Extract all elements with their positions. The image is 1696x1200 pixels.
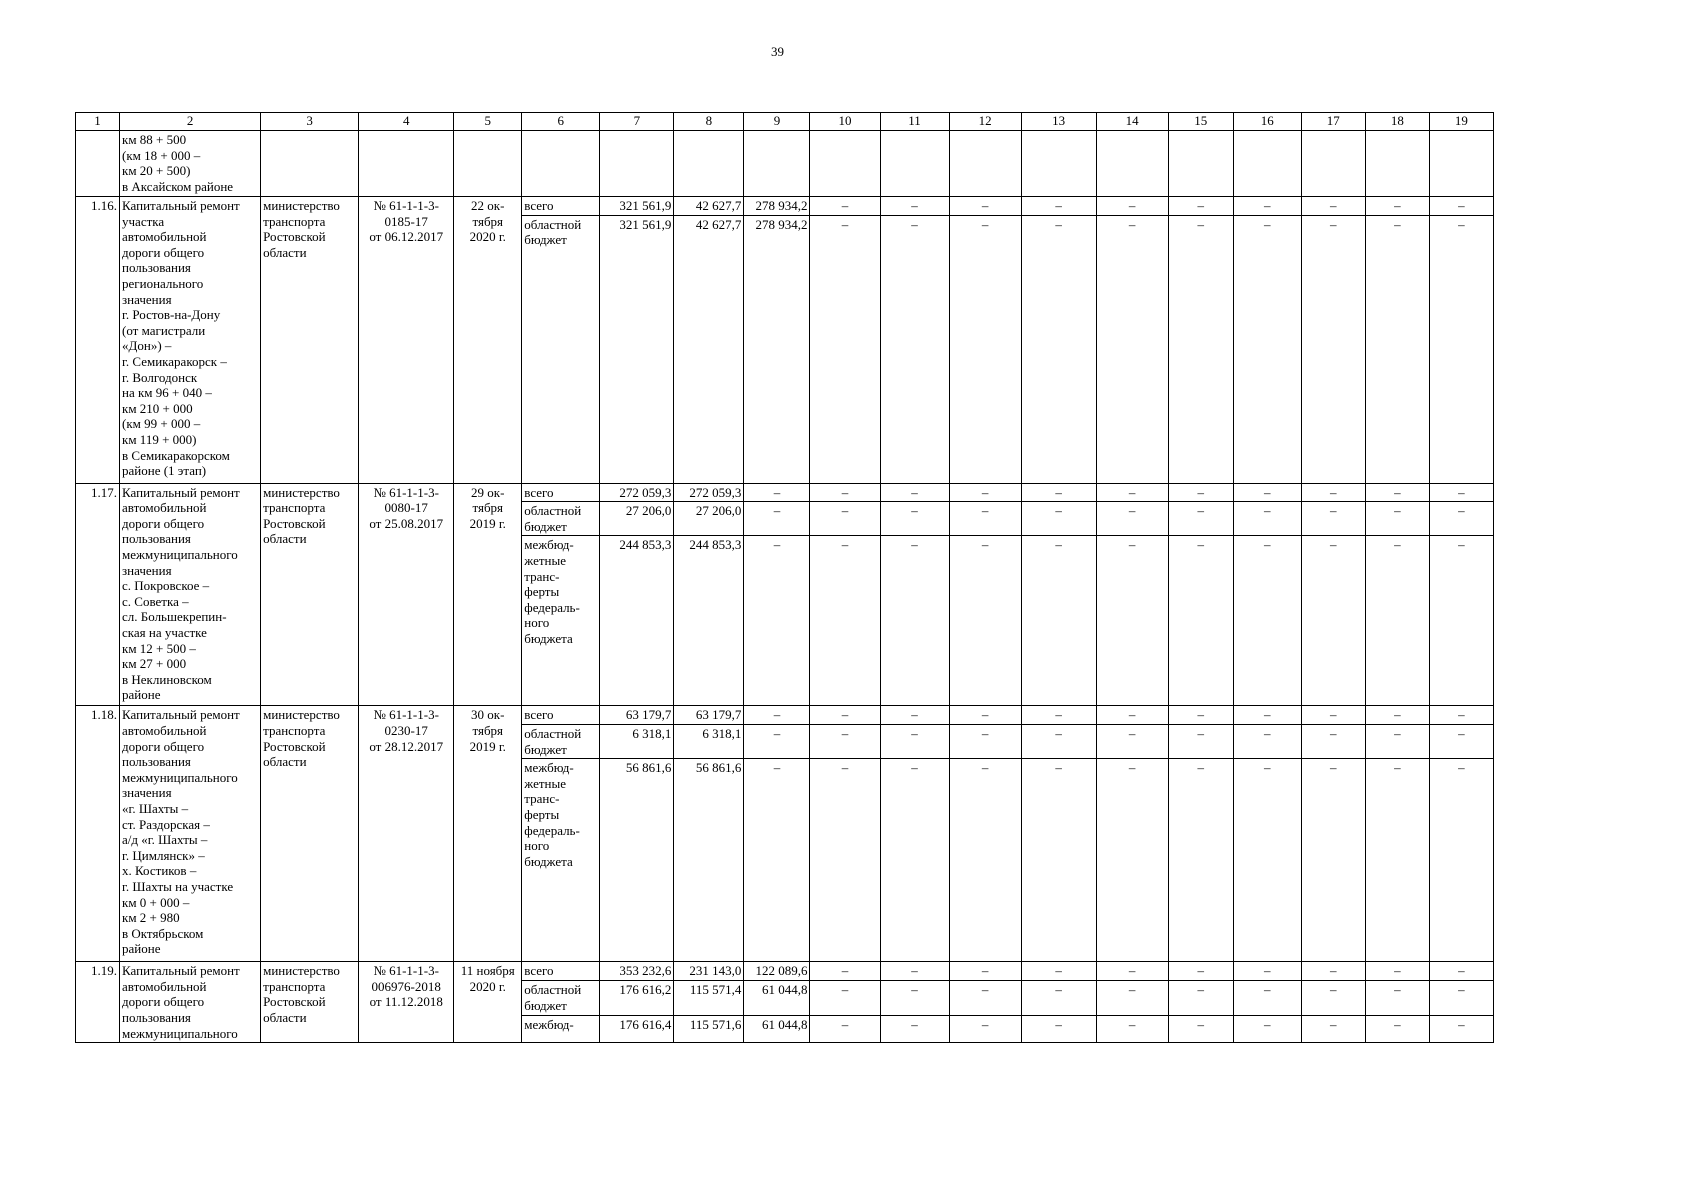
cell-year-7: –	[1096, 724, 1168, 758]
column-number: 18	[1365, 113, 1429, 131]
cell-year-4: –	[880, 502, 949, 536]
cell-year-3: –	[810, 1016, 880, 1043]
cell-year-10: –	[1301, 706, 1365, 725]
cell-year-4: –	[880, 759, 949, 962]
cell-year-8: –	[1168, 1016, 1233, 1043]
column-number: 15	[1168, 113, 1233, 131]
cell-year-8: –	[1168, 962, 1233, 981]
cell-year-7: –	[1096, 197, 1168, 216]
cell-year-6: –	[1021, 502, 1096, 536]
cell-year-4: –	[880, 215, 949, 483]
cell-year-4: –	[880, 1016, 949, 1043]
financing-table	[75, 112, 1494, 1043]
cell-customer: министерство транспорта Ростовской области	[261, 706, 359, 962]
cell-num	[76, 131, 120, 197]
cell-year-10: –	[1301, 981, 1365, 1016]
cell-year-11: –	[1365, 215, 1429, 483]
cell-total: 27 206,0	[600, 502, 674, 536]
cell-year-9: –	[1233, 536, 1301, 706]
cell-year-8: –	[1168, 724, 1233, 758]
cell-year-5: –	[949, 724, 1021, 758]
column-number: 1	[76, 113, 120, 131]
cell-year-7: –	[1096, 981, 1168, 1016]
cell-year-6: –	[1021, 1016, 1096, 1043]
cell-year-8: –	[1168, 759, 1233, 962]
cell-year-7: –	[1096, 536, 1168, 706]
cell-num: 1.19.	[76, 962, 120, 1043]
cell-expertise: № 61-1-1-3- 0230-17 от 28.12.2017	[359, 706, 454, 962]
cell-year-12: –	[1429, 483, 1493, 502]
cell-year-2: 61 044,8	[744, 981, 810, 1016]
cell-year-8: –	[1168, 536, 1233, 706]
cell-year-11: –	[1365, 502, 1429, 536]
cell-year-12: –	[1429, 981, 1493, 1016]
cell-year-8: –	[1168, 502, 1233, 536]
cell-source: всего	[522, 483, 600, 502]
cell-year-4: –	[880, 981, 949, 1016]
cell-year-11: –	[1365, 1016, 1429, 1043]
cell-year-1: 6 318,1	[674, 724, 744, 758]
cell-year-12: –	[1429, 759, 1493, 962]
cell-year-12: –	[1429, 962, 1493, 981]
cell-expertise: № 61-1-1-3- 0080-17 от 25.08.2017	[359, 483, 454, 706]
cell-year-4: –	[880, 483, 949, 502]
table-row	[76, 197, 1494, 216]
cell-year-3: –	[810, 759, 880, 962]
column-number: 8	[674, 113, 744, 131]
cell-num: 1.16.	[76, 197, 120, 484]
cell-source: областной бюджет	[522, 502, 600, 536]
table-body	[76, 113, 1494, 1043]
column-number: 4	[359, 113, 454, 131]
cell-source: всего	[522, 962, 600, 981]
cell-year-6: –	[1021, 962, 1096, 981]
cell-deadline: 30 ок- тября 2019 г.	[454, 706, 522, 962]
cell-year-5: –	[949, 536, 1021, 706]
cell-year-4: –	[880, 962, 949, 981]
cell-year-3: –	[810, 706, 880, 725]
cell-year-2: –	[744, 483, 810, 502]
cell-year-2: 122 089,6	[744, 962, 810, 981]
cell-year-6: –	[1021, 706, 1096, 725]
cell-total: 321 561,9	[600, 215, 674, 483]
cell-year-3: –	[810, 502, 880, 536]
cell-year-10: –	[1301, 215, 1365, 483]
cell-total: 176 616,2	[600, 981, 674, 1016]
cell-year-1: 115 571,4	[674, 981, 744, 1016]
cell-year-6: –	[1021, 536, 1096, 706]
cell-source: всего	[522, 197, 600, 216]
cell-source: областной бюджет	[522, 215, 600, 483]
cell-year-10: –	[1301, 502, 1365, 536]
cell-source: межбюд- жетные транс- ферты федераль- ного бюджета	[522, 759, 600, 962]
column-number: 10	[810, 113, 880, 131]
column-number: 16	[1233, 113, 1301, 131]
cell-year-6: –	[1021, 215, 1096, 483]
cell-year-12: –	[1429, 536, 1493, 706]
cell-expertise: № 61-1-1-3- 0185-17 от 06.12.2017	[359, 197, 454, 484]
cell-year-1: 56 861,6	[674, 759, 744, 962]
cell-deadline: 22 ок- тября 2020 г.	[454, 197, 522, 484]
column-number-row	[76, 113, 1494, 131]
table-row	[76, 962, 1494, 981]
cell-year-10: –	[1301, 724, 1365, 758]
column-number: 3	[261, 113, 359, 131]
cell-year-7: –	[1096, 483, 1168, 502]
cell-object: Капитальный ремонт автомобильной дороги общего пользования межмуниципального значения «г. Шахты – ст. Раздорская – а/д «г. Шахты – г. Цимлянск» – х. Костиков – г. Шахты на участке км 0 + 000 – км 2 + 980 в Октябрьском районе	[120, 706, 261, 962]
cell-year-10: –	[1301, 536, 1365, 706]
cell-year-9: –	[1233, 502, 1301, 536]
cell-year-1: 42 627,7	[674, 215, 744, 483]
cell-year-11: –	[1365, 724, 1429, 758]
column-number: 11	[880, 113, 949, 131]
cell-year-1: 27 206,0	[674, 502, 744, 536]
cell-total: 6 318,1	[600, 724, 674, 758]
cell-expertise: № 61-1-1-3- 006976-2018 от 11.12.2018	[359, 962, 454, 1043]
cell-object: км 88 + 500 (км 18 + 000 – км 20 + 500) в Аксайском районе	[120, 131, 261, 197]
cell-object: Капитальный ремонт участка автомобильной дороги общего пользования регионального значения г. Ростов-на-Дону (от магистрали «Дон») – г. Семикаракорск – г. Волгодонск на км 96 + 040 – км 210 + 000 (км 99 + 000 – км 119 + 000) в Семикаракорском районе (1 этап)	[120, 197, 261, 484]
cell-year-2: –	[744, 502, 810, 536]
cell-year-9: –	[1233, 215, 1301, 483]
cell-year-9: –	[1233, 1016, 1301, 1043]
cell-total: 353 232,6	[600, 962, 674, 981]
cell-total: 272 059,3	[600, 483, 674, 502]
cell-source	[522, 131, 600, 197]
cell-year-5: –	[949, 981, 1021, 1016]
cell-year-7: –	[1096, 215, 1168, 483]
cell-year-2: 61 044,8	[744, 1016, 810, 1043]
cell-year-11: –	[1365, 483, 1429, 502]
cell-total: 321 561,9	[600, 197, 674, 216]
cell-year-5: –	[949, 197, 1021, 216]
cell-year-11: –	[1365, 962, 1429, 981]
cell-year-6: –	[1021, 197, 1096, 216]
cell-year-9: –	[1233, 981, 1301, 1016]
cell-year-9: –	[1233, 483, 1301, 502]
column-number: 13	[1021, 113, 1096, 131]
cell-num: 1.17.	[76, 483, 120, 706]
column-number: 14	[1096, 113, 1168, 131]
cell-deadline: 11 ноября 2020 г.	[454, 962, 522, 1043]
cell-year-11: –	[1365, 197, 1429, 216]
cell-year-8: –	[1168, 215, 1233, 483]
cell-year-5: –	[949, 483, 1021, 502]
cell-total: 63 179,7	[600, 706, 674, 725]
cell-customer	[261, 131, 359, 197]
cell-year-9: –	[1233, 962, 1301, 981]
cell-year-8: –	[1168, 197, 1233, 216]
cell-year-6: –	[1021, 483, 1096, 502]
column-number: 17	[1301, 113, 1365, 131]
cell-year-2: –	[744, 706, 810, 725]
cell-year-12: –	[1429, 724, 1493, 758]
cell-source: областной бюджет	[522, 981, 600, 1016]
cell-year-7: –	[1096, 502, 1168, 536]
cell-year-9: –	[1233, 759, 1301, 962]
cell-year-3: –	[810, 197, 880, 216]
cell-year-5: –	[949, 502, 1021, 536]
cell-year-7: –	[1096, 962, 1168, 981]
cell-year-6: –	[1021, 981, 1096, 1016]
column-number: 6	[522, 113, 600, 131]
cell-year-4: –	[880, 706, 949, 725]
cell-year-3: –	[810, 981, 880, 1016]
cell-year-2: –	[744, 536, 810, 706]
cell-year-5: –	[949, 215, 1021, 483]
cell-total: 244 853,3	[600, 536, 674, 706]
cell-year-12: –	[1429, 197, 1493, 216]
cell-total: 56 861,6	[600, 759, 674, 962]
cell-source: межбюд-	[522, 1016, 600, 1043]
cell-object: Капитальный ремонт автомобильной дороги общего пользования межмуниципального	[120, 962, 261, 1043]
continuation-row	[76, 131, 1494, 197]
column-number: 5	[454, 113, 522, 131]
cell-customer: министерство транспорта Ростовской области	[261, 483, 359, 706]
cell-year-1: 272 059,3	[674, 483, 744, 502]
table-row	[76, 483, 1494, 502]
cell-year-1: 231 143,0	[674, 962, 744, 981]
cell-year-4: –	[880, 536, 949, 706]
cell-year-2: –	[744, 759, 810, 962]
cell-year-1: 115 571,6	[674, 1016, 744, 1043]
cell-expertise	[359, 131, 454, 197]
cell-year-12: –	[1429, 215, 1493, 483]
column-number: 2	[120, 113, 261, 131]
cell-year-6: –	[1021, 759, 1096, 962]
cell-year-9: –	[1233, 724, 1301, 758]
cell-year-10: –	[1301, 962, 1365, 981]
cell-year-1: 244 853,3	[674, 536, 744, 706]
cell-year-11: –	[1365, 536, 1429, 706]
cell-year-2: 278 934,2	[744, 215, 810, 483]
cell-year-12: –	[1429, 706, 1493, 725]
table-row	[76, 706, 1494, 725]
column-number: 7	[600, 113, 674, 131]
cell-year-3: –	[810, 483, 880, 502]
cell-year-5: –	[949, 759, 1021, 962]
cell-year-3: –	[810, 536, 880, 706]
cell-year-6: –	[1021, 724, 1096, 758]
cell-year-7: –	[1096, 706, 1168, 725]
cell-year-4: –	[880, 197, 949, 216]
cell-customer: министерство транспорта Ростовской области	[261, 962, 359, 1043]
page-number: 39	[771, 44, 784, 59]
cell-year-2: 278 934,2	[744, 197, 810, 216]
cell-year-7: –	[1096, 759, 1168, 962]
cell-year-2: –	[744, 724, 810, 758]
cell-num: 1.18.	[76, 706, 120, 962]
cell-year-1: 63 179,7	[674, 706, 744, 725]
cell-year-10: –	[1301, 483, 1365, 502]
cell-source: всего	[522, 706, 600, 725]
cell-year-7: –	[1096, 1016, 1168, 1043]
cell-total: 176 616,4	[600, 1016, 674, 1043]
cell-year-10: –	[1301, 197, 1365, 216]
cell-year-11: –	[1365, 981, 1429, 1016]
cell-year-3: –	[810, 962, 880, 981]
cell-year-11: –	[1365, 706, 1429, 725]
column-number: 9	[744, 113, 810, 131]
cell-year-3: –	[810, 215, 880, 483]
cell-year-4: –	[880, 724, 949, 758]
cell-year-8: –	[1168, 483, 1233, 502]
cell-year-9: –	[1233, 197, 1301, 216]
cell-customer: министерство транспорта Ростовской области	[261, 197, 359, 484]
cell-year-5: –	[949, 962, 1021, 981]
cell-source: межбюд- жетные транс- ферты федераль- ного бюджета	[522, 536, 600, 706]
column-number: 19	[1429, 113, 1493, 131]
cell-year-3: –	[810, 724, 880, 758]
cell-year-10: –	[1301, 1016, 1365, 1043]
cell-deadline	[454, 131, 522, 197]
column-number: 12	[949, 113, 1021, 131]
cell-year-5: –	[949, 706, 1021, 725]
cell-year-10: –	[1301, 759, 1365, 962]
cell-year-1: 42 627,7	[674, 197, 744, 216]
cell-year-5: –	[949, 1016, 1021, 1043]
cell-year-8: –	[1168, 706, 1233, 725]
cell-year-11: –	[1365, 759, 1429, 962]
cell-year-12: –	[1429, 1016, 1493, 1043]
cell-year-12: –	[1429, 502, 1493, 536]
cell-source: областной бюджет	[522, 724, 600, 758]
cell-year-9: –	[1233, 706, 1301, 725]
cell-object: Капитальный ремонт автомобильной дороги общего пользования межмуниципального значения с. Покровское – с. Советка – сл. Большекрепин- ская на участке км 12 + 500 – км 27 + 000 в Неклиновском районе	[120, 483, 261, 706]
cell-year-8: –	[1168, 981, 1233, 1016]
cell-deadline: 29 ок- тября 2019 г.	[454, 483, 522, 706]
